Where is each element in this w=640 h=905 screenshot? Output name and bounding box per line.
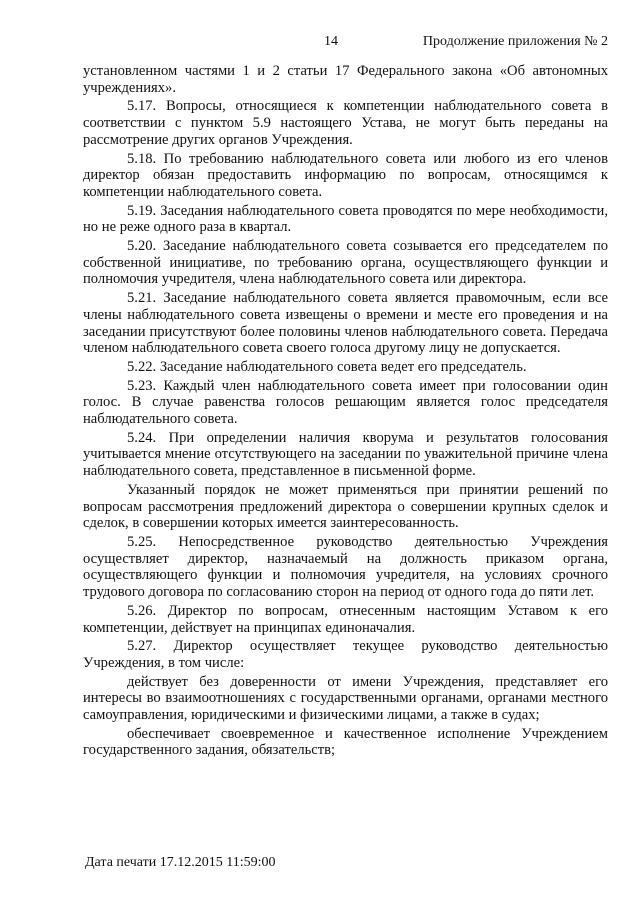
document-body [83, 63, 608, 761]
paragraph-5-27: 5.27. Директор осуществляет текущее руководство деятельностью Учреждения, в том числе: [83, 638, 608, 671]
paragraph-5-20: 5.20. Заседание наблюдательного совета созывается его председателем по собственной инициативе, по требованию органа, осуществляющего функции и полномочия учредителя, члена наблюдательного совета или директора. [83, 238, 608, 288]
paragraph-5-24-note: Указанный порядок не может применяться при принятии решений по вопросам рассмотрения предложений директора о совершении крупных сделок и сделок, в совершении которых имеется заинтересованность. [83, 481, 608, 532]
paragraph-5-24: 5.24. При определении наличия кворума и результатов голосования учитывается мнение отсутствующего на заседании по уважительной причине члена наблюдательного совета, представленное в письменной форме. [83, 429, 608, 480]
paragraph-5-19: 5.19. Заседания наблюдательного совета проводятся по мере необходимости, но не реже одного раза в квартал. [83, 202, 608, 236]
paragraph-5-18: 5.18. По требованию наблюдательного совета или любого из его членов директор обязан предоставить информацию по вопросам, относящимся к компетенции наблюдательного совета. [83, 150, 608, 200]
paragraph-5-27-item-1: действует без доверенности от имени Учреждения, представляет его интересы во взаимоотношениях с государственными органами, органами местного самоуправления, юридическими и физическими лицами, а также в судах; [83, 673, 608, 724]
paragraph-5-23: 5.23. Каждый член наблюдательного совета имеет при голосовании один голос. В случае равенства голосов решающим является голос председателя наблюдательного совета. [83, 377, 608, 428]
appendix-label: Продолжение приложения № 2 [422, 34, 608, 49]
paragraph-5-26: 5.26. Директор по вопросам, отнесенным настоящим Уставом к его компетенции, действует на принципах единоначалия. [83, 602, 608, 636]
print-date: Дата печати 17.12.2015 11:59:00 [85, 855, 276, 870]
paragraph-continuation: установленном частями 1 и 2 статьи 17 Федерального закона «Об автономных учреждениях». [83, 63, 608, 96]
paragraph-5-17: 5.17. Вопросы, относящиеся к компетенции наблюдательного совета в соответствии с пунктом 5.9 настоящего Устава, не могут быть переданы на рассмотрение других органов Учреждения. [83, 98, 608, 148]
paragraph-5-25: 5.25. Непосредственное руководство деятельностью Учреждения осуществляет директор, назначаемый на должность приказом органа, осуществляющего функции и полномочия учредителя, на условиях срочного трудового договора по согласованию сторон на период от одного года до пяти лет. [83, 533, 608, 601]
paragraph-5-22: 5.22. Заседание наблюдательного совета ведет его председатель. [127, 358, 527, 375]
paragraph-5-21: 5.21. Заседание наблюдательного совета является правомочным, если все члены наблюдательного совета извещены о времени и месте его проведения и на заседании присутствуют более половины членов наблюдательного совета. Передача членом наблюдательного совета своего голоса другому лицу не допускается. [83, 290, 608, 357]
page-number: 14 [324, 34, 338, 49]
paragraph-5-27-item-2: обеспечивает своевременное и качественное исполнение Учреждением государственного задания, обязательств; [83, 725, 608, 759]
